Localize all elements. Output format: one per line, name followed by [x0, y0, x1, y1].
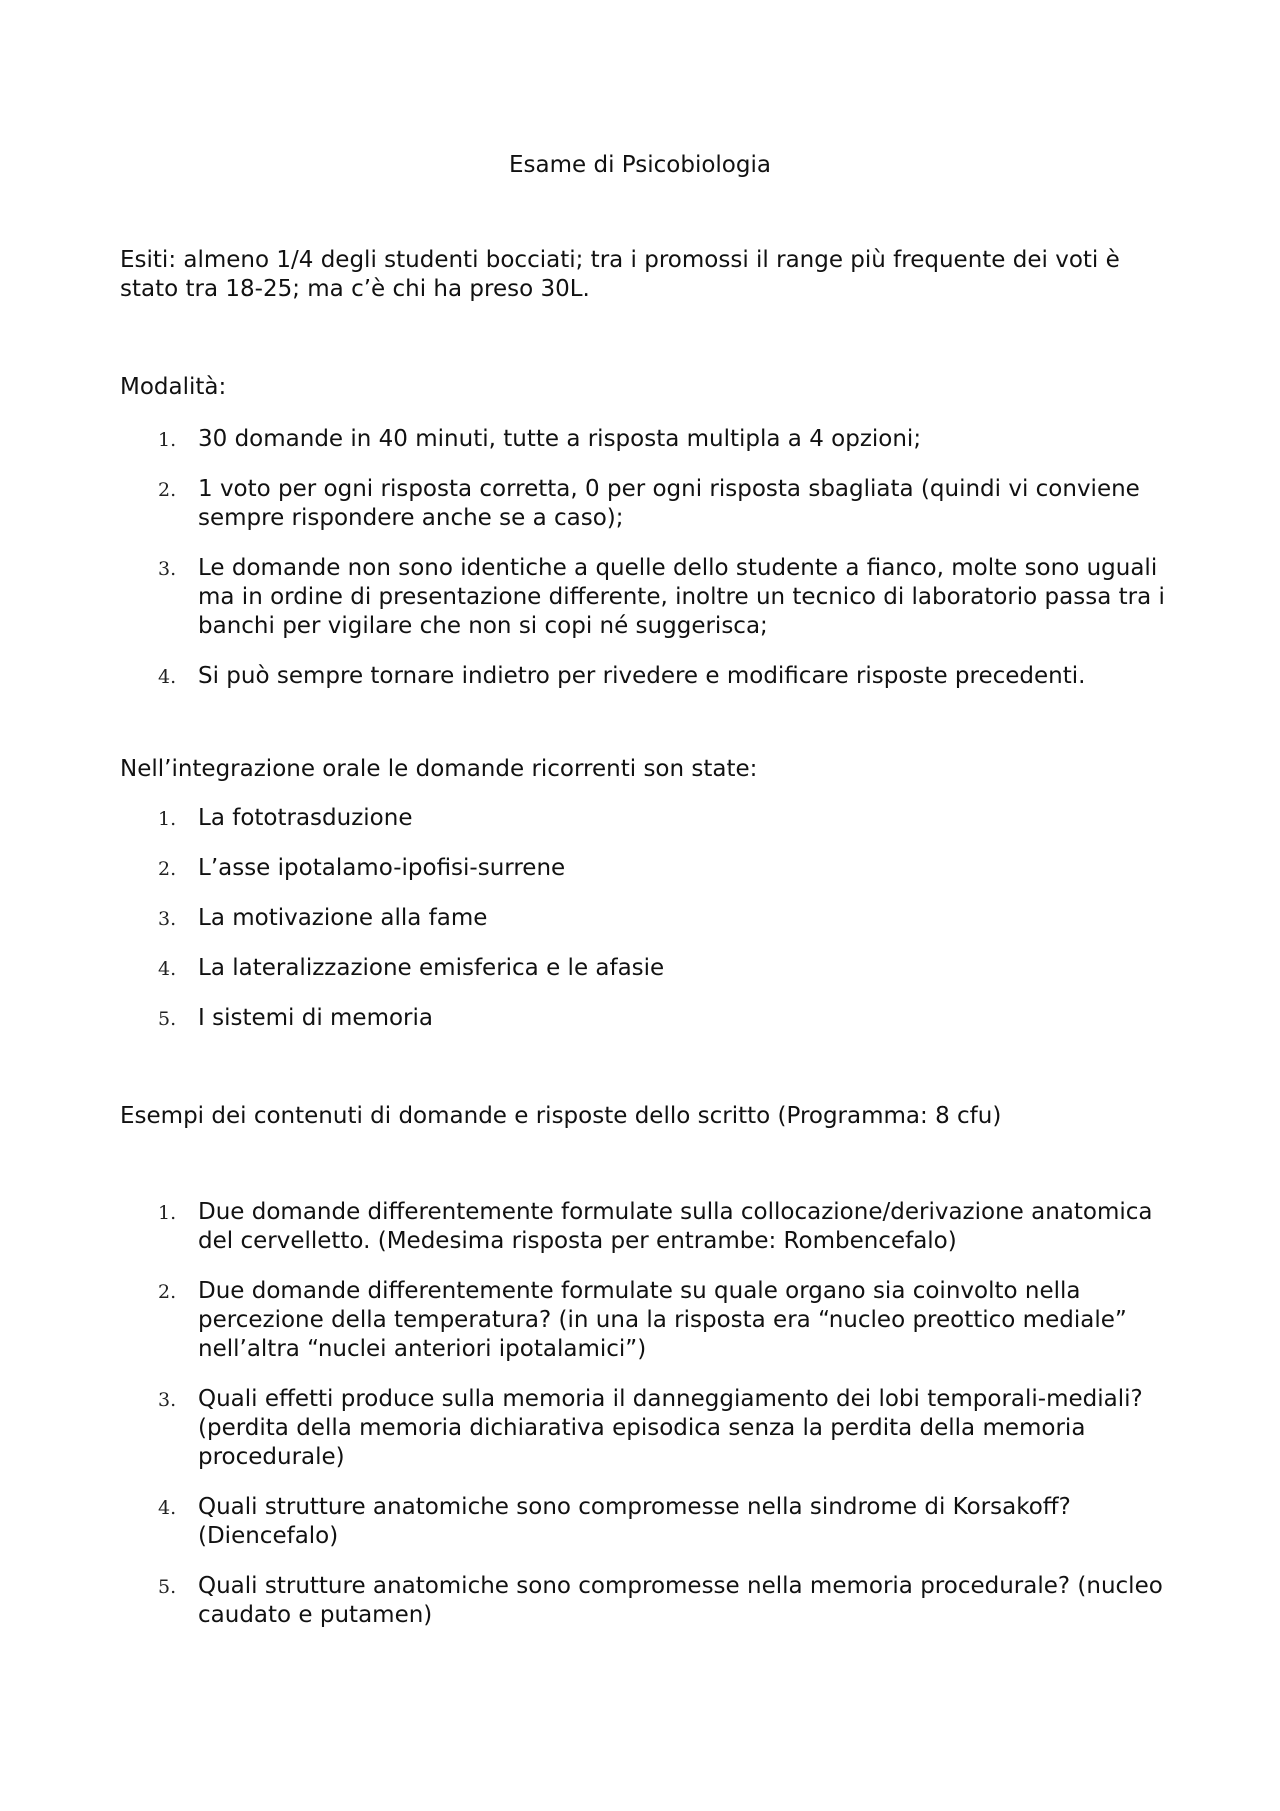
list-item-text: Quali strutture anatomiche sono compromesse nella sindrome di Korsakoff? (Diencefalo): [198, 1494, 1071, 1549]
list-item: [120, 425, 1170, 454]
list-item: [120, 475, 1170, 533]
list-number: 5.: [158, 1008, 177, 1030]
list-item-text: I sistemi di memoria: [198, 1005, 433, 1031]
list-item: [120, 1493, 1170, 1551]
esempi-heading: Esempi dei contenuti di domande e risposte dello scritto (Programma: 8 cfu): [120, 1103, 1002, 1129]
list-number: 3.: [158, 908, 177, 930]
list-item: [120, 804, 1170, 833]
list-item-text: Le domande non sono identiche a quelle dello studente a fianco, molte sono uguali ma in ordine di presentazione differente, inoltre un tecnico di laboratorio passa tra i banchi per vigilare che non si copi né suggerisca;: [198, 555, 1165, 639]
esiti-paragraph: Esiti: almeno 1/4 degli studenti bocciati; tra i promossi il range più frequente dei voti è stato tra 18-25; ma c’è chi ha preso 30L.: [120, 247, 1120, 302]
list-item: [120, 1004, 1170, 1033]
modalita-heading: Modalità:: [120, 374, 227, 400]
list-number: 3.: [158, 558, 177, 580]
list-item: [120, 854, 1170, 883]
list-item-text: 1 voto per ogni risposta corretta, 0 per ogni risposta sbagliata (quindi vi conviene sempre rispondere anche se a caso);: [198, 476, 1140, 531]
list-number: 4.: [158, 666, 177, 688]
list-number: 5.: [158, 1576, 177, 1598]
list-item: [120, 954, 1170, 983]
list-number: 1.: [158, 808, 177, 830]
list-item-text: Si può sempre tornare indietro per rivedere e modificare risposte precedenti.: [198, 663, 1086, 689]
list-number: 1.: [158, 1202, 177, 1224]
list-item: [120, 1277, 1170, 1364]
list-item-text: La motivazione alla fame: [198, 905, 488, 931]
list-item: [120, 1198, 1170, 1256]
list-item: [120, 1572, 1170, 1630]
list-number: 2.: [158, 1281, 177, 1303]
list-item-text: Quali strutture anatomiche sono compromesse nella memoria procedurale? (nucleo caudato e putamen): [198, 1573, 1163, 1628]
list-item-text: Due domande differentemente formulate sulla collocazione/derivazione anatomica del cervelletto. (Medesima risposta per entrambe: Rombencefalo): [198, 1199, 1153, 1254]
list-number: 2.: [158, 858, 177, 880]
orale-heading: Nell’integrazione orale le domande ricorrenti son state:: [120, 756, 758, 782]
modalita-list: [120, 425, 1170, 712]
list-item-text: 30 domande in 40 minuti, tutte a risposta multipla a 4 opzioni;: [198, 426, 922, 452]
list-number: 3.: [158, 1389, 177, 1411]
list-number: 2.: [158, 479, 177, 501]
list-number: 4.: [158, 958, 177, 980]
list-number: 4.: [158, 1497, 177, 1519]
esempi-list: [120, 1198, 1170, 1651]
list-item: [120, 554, 1170, 641]
list-item: [120, 904, 1170, 933]
list-item-text: L’asse ipotalamo-ipofisi-surrene: [198, 855, 566, 881]
list-item: [120, 1385, 1170, 1472]
list-item-text: La lateralizzazione emisferica e le afasie: [198, 955, 665, 981]
list-item-text: Due domande differentemente formulate su quale organo sia coinvolto nella percezione della temperatura? (in una la risposta era “nucleo preottico mediale” nell’altra “nuclei anteriori ipotalamici”): [198, 1278, 1127, 1362]
orale-list: [120, 804, 1170, 1054]
list-item-text: Quali effetti produce sulla memoria il danneggiamento dei lobi temporali-mediali? (perdita della memoria dichiarativa episodica senza la perdita della memoria procedurale): [198, 1386, 1143, 1470]
list-item-text: La fototrasduzione: [198, 805, 413, 831]
page-title: Esame di Psicobiologia: [509, 152, 771, 178]
list-item: [120, 662, 1170, 691]
list-number: 1.: [158, 429, 177, 451]
